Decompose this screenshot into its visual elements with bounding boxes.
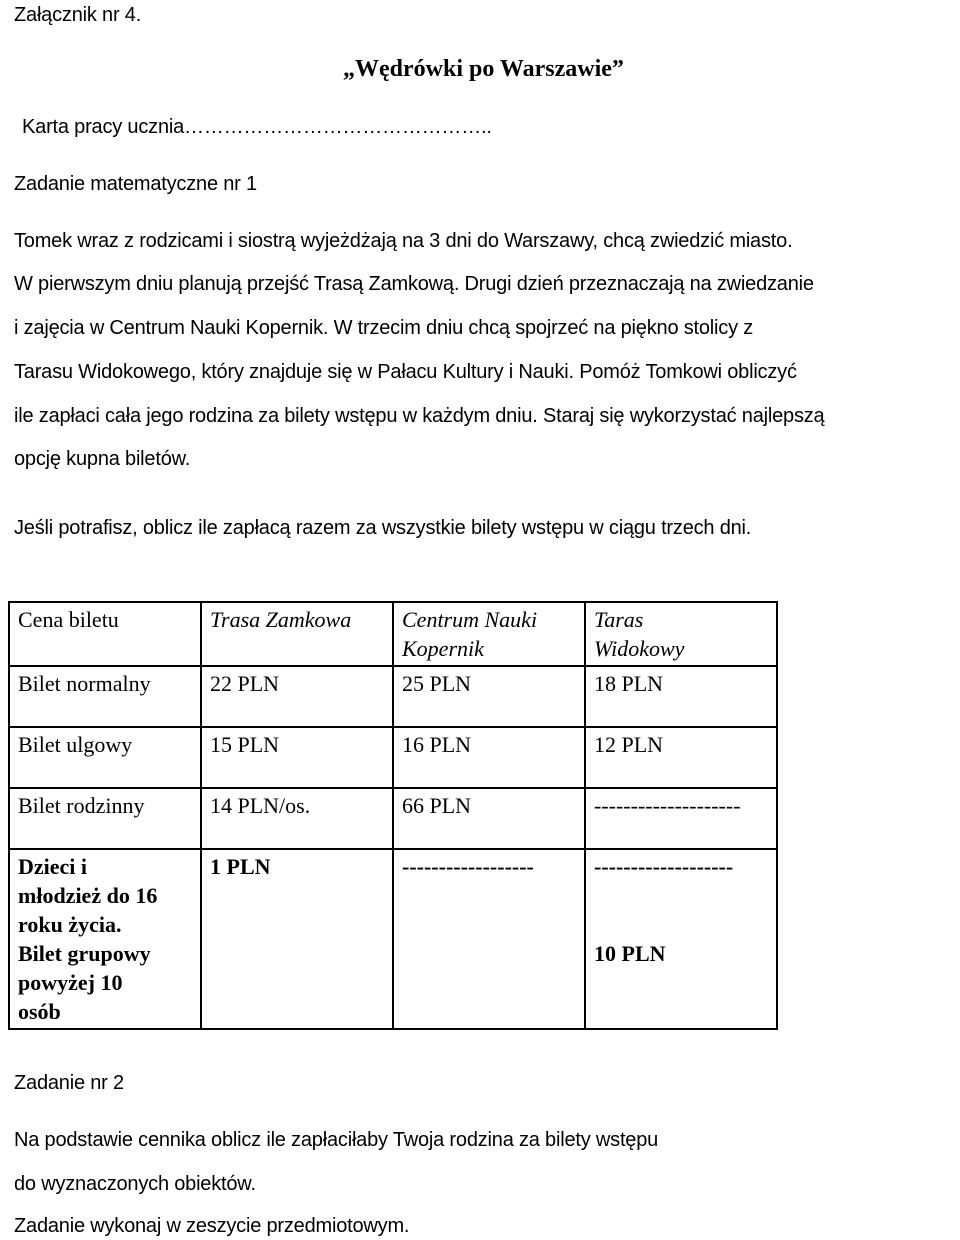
row-label: Bilet ulgowy [9, 727, 201, 788]
price-taras-group: 10 PLN [594, 941, 666, 966]
header-centrum-line1: Centrum Nauki [402, 607, 538, 632]
price-taras [585, 849, 777, 1029]
price-table [8, 601, 778, 1030]
header-cell-trasa [201, 602, 393, 666]
row-label-cell [9, 849, 201, 1029]
price-centrum [393, 849, 585, 1029]
price-taras: -------------------- [585, 788, 777, 849]
task1-line-4: Tarasu Widokowego, który znajduje się w Pałacu Kultury i Nauki. Pomóż Tomkowi obliczyć [14, 361, 797, 383]
row-label-line6: osób [18, 999, 61, 1024]
task2-line-1: Na podstawie cennika oblicz ile zapłaciłaby Twoja rodzina za bilety wstępu [14, 1129, 659, 1151]
task2-line-2: do wyznaczonych obiektów. [14, 1173, 256, 1195]
price-trasa-value: 1 PLN [210, 854, 271, 879]
price-centrum-value: ------------------ [402, 854, 534, 879]
price-taras: 18 PLN [585, 666, 777, 727]
row-label: Bilet normalny [9, 666, 201, 727]
table-row [9, 788, 777, 849]
row-label: Bilet rodzinny [9, 788, 201, 849]
table-row [9, 849, 777, 1029]
header-cell-centrum [393, 602, 585, 666]
task1-line-5: ile zapłaci cała jego rodzina za bilety wstępu w każdym dniu. Staraj się wykorzystać najlepszą [14, 405, 825, 427]
price-taras-dashes: ------------------- [594, 854, 734, 879]
task1-extra: Jeśli potrafisz, oblicz ile zapłacą razem za wszystkie bilety wstępu w ciągu trzech dni. [14, 517, 752, 539]
task1-line-3: i zajęcia w Centrum Nauki Kopernik. W trzecim dniu chcą spojrzeć na piękno stolicy z [14, 317, 754, 339]
price-trasa: 22 PLN [201, 666, 393, 727]
row-label-line4: Bilet grupowy [18, 941, 151, 966]
header-cell-label [9, 602, 201, 666]
row-label-line2: młodzież do 16 [18, 883, 158, 908]
spacer [594, 881, 768, 910]
task2-heading: Zadanie nr 2 [14, 1072, 124, 1094]
worksheet-label: Karta pracy ucznia……………………………………….. [22, 116, 492, 138]
task1-line-2: W pierwszym dniu planują przejść Trasą Zamkową. Drugi dzień przeznaczają na zwiedzanie [14, 273, 814, 295]
table-row [9, 727, 777, 788]
price-taras: 12 PLN [585, 727, 777, 788]
price-trasa [201, 849, 393, 1029]
price-centrum: 66 PLN [393, 788, 585, 849]
price-trasa: 14 PLN/os. [201, 788, 393, 849]
spacer [594, 910, 768, 939]
attachment-label: Załącznik nr 4. [14, 4, 142, 26]
header-centrum-line2: Kopernik [402, 636, 484, 661]
row-label-line1: Dzieci i [18, 854, 88, 879]
row-label-line5: powyżej 10 [18, 970, 123, 995]
task1-line-6: opcję kupna biletów. [14, 448, 191, 470]
task1-line-1: Tomek wraz z rodzicami i siostrą wyjeżdżają na 3 dni do Warszawy, chcą zwiedzić miasto. [14, 230, 793, 252]
header-label: Cena biletu [18, 607, 119, 632]
header-taras-line1: Taras [594, 607, 644, 632]
header-cell-taras [585, 602, 777, 666]
price-centrum: 16 PLN [393, 727, 585, 788]
header-trasa: Trasa Zamkowa [210, 607, 352, 632]
row-label-line3: roku życia. [18, 912, 122, 937]
task2-line-3: Zadanie wykonaj w zeszycie przedmiotowym. [14, 1215, 410, 1237]
document-title: „Wędrówki po Warszawie” [343, 56, 624, 82]
task1-heading: Zadanie matematyczne nr 1 [14, 173, 257, 195]
header-taras-line2: Widokowy [594, 636, 685, 661]
price-centrum: 25 PLN [393, 666, 585, 727]
price-trasa: 15 PLN [201, 727, 393, 788]
table-row [9, 666, 777, 727]
table-header-row [9, 602, 777, 666]
